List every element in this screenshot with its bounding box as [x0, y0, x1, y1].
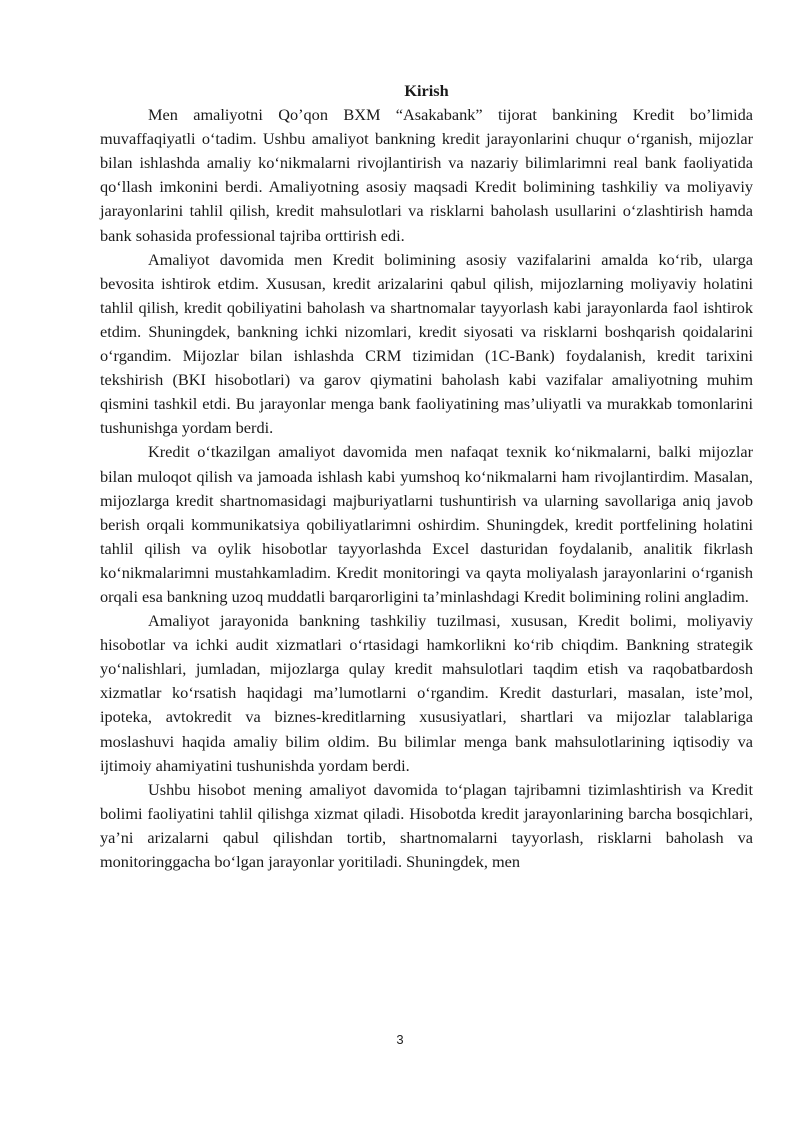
page-title: Kirish	[404, 81, 449, 100]
paragraph-1: Men amaliyotni Qo’qon BXM “Asakabank” tijorat bankining Kredit bo’limida muvaffaqiyatli o‘tadim. Ushbu amaliyot bankning kredit jarayonlarini chuqur o‘rganish, mijozlar bilan ishlashda amaliy ko‘nikmalarni rivojlantirish va nazariy bilimlarimni real bank faoliyatida qo‘llash imkonini berdi. Amaliyotning asosiy maqsadi Kredit bolimining tashkiliy va moliyaviy jarayonlarini tahlil qilish, kredit mahsulotlari va risklarni baholash usullarini o‘zlashtirish hamda bank sohasida professional tajriba orttirish edi.	[100, 105, 753, 245]
paragraph-4: Amaliyot jarayonida bankning tashkiliy tuzilmasi, xususan, Kredit bolimi, moliyaviy hisobotlar va ichki audit xizmatlari o‘rtasidagi hamkorlikni ko‘rib chiqdim. Bankning strategik yo‘nalishlari, jumladan, mijozlarga qulay kredit mahsulotlari taqdim etish va raqobatbardosh xizmatlar ko‘rsatish haqidagi ma’lumotlarni o‘rgandim. Kredit dasturlari, masalan, iste’mol, ipoteka, avtokredit va biznes-kreditlarning xususiyatlari, shartlari va mijozlar talablariga moslashuvi haqida amaliy bilim oldim. Bu bilimlar menga bank mahsulotlarining iqtisodiy va ijtimoiy ahamiyatini tushunishda yordam berdi.	[100, 611, 753, 775]
document-body	[100, 79, 753, 874]
paragraph-5: Ushbu hisobot mening amaliyot davomida to‘plagan tajribamni tizimlashtirish va Kredit bolimi faoliyatini tahlil qilishga xizmat qiladi. Hisobotda kredit jarayonlarining barcha bosqichlari, ya’ni arizalarni qabul qilishdan tortib, shartnomalarni tayyorlash, risklarni baholash va monitoringgacha bo‘lgan jarayonlar yoritiladi. Shuningdek, men	[100, 779, 753, 871]
paragraph-3: Kredit o‘tkazilgan amaliyot davomida men nafaqat texnik ko‘nikmalarni, balki mijozlar bilan muloqot qilish va jamoada ishlash kabi yumshoq ko‘nikmalarni ham rivojlantirdim. Masalan, mijozlarga kredit shartnomasidagi majburiyatlarni tushuntirish va ularning savollariga aniq javob berish orqali kommunikatsiya qobiliyatlarimni oshirdim. Shuningdek, kredit portfelining holatini tahlil qilish va oylik hisobotlar tayyorlashda Excel dasturidan foydalanib, analitik fikrlash ko‘nikmalarimni mustahkamladim. Kredit monitoringi va qayta moliyalash jarayonlarini o‘rganish orqali esa bankning uzoq muddatli barqarorligini ta’minlashdagi Kredit bolimining rolini angladim.	[100, 442, 753, 606]
paragraph-2: Amaliyot davomida men Kredit bolimining asosiy vazifalarini amalda ko‘rib, ularga bevosita ishtirok etdim. Xususan, kredit arizalarini qabul qilish, mijozlarning moliyaviy holatini tahlil qilish, kredit qobiliyatini baholash va shartnomalar tayyorlash kabi jarayonlarda faol ishtirok etdim. Shuningdek, bankning ichki nizomlari, kredit siyosati va risklarni boshqarish qoidalarini o‘rgandim. Mijozlar bilan ishlashda CRM tizimidan (1C-Bank) foydalanish, kredit tarixini tekshirish (BKI hisobotlari) va garov qiymatini baholash kabi vazifalar amaliyotning muhim qismini tashkil etdi. Bu jarayonlar menga bank faoliyatining mas’uliyatli va murakkab tomonlarini tushunishga yordam berdi.	[100, 249, 753, 438]
page-number: 3	[396, 1032, 404, 1047]
